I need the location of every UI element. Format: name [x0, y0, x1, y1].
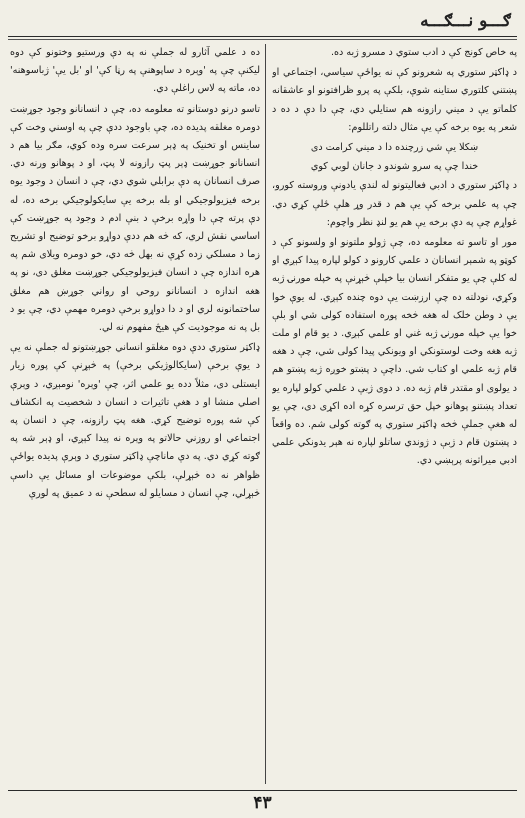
paragraph: د ډاکټر ستوري په شعرونو کې نه يواځې سياسي، اجتماعي او پښتني کلتوري ستاينه شوې، بلکې په پرو ظرافتونو او عاشقانه کلماتو يې د ميني رازونه هم ستايلي دي، چې دا دې د ده د شعر په يوه برخه کې يې مثال دلته راتللوم: [272, 67, 517, 133]
paragraph: په خاص کونج کې د ادب ستوي د مسرو ژبه ده. [330, 47, 517, 58]
left-column [10, 44, 260, 784]
magazine-logo: ګـــو نـــګـــه [420, 11, 511, 31]
page-number: ۴۳ [253, 793, 272, 813]
poem-verse: ښکلا يې شي زرچنده دا د ميني کرامت دی [310, 142, 479, 154]
paragraph: ده د علمي آثارو له جملې نه په دې ورستيو وختونو کې دوه ليکنې چې په 'وېره د ساپوهنې په رڼا کې' او 'بل يې' ژباسوهنه' ده، ماته په لاس راغلې دي. [10, 47, 260, 95]
poem-verse: خندا چې په سرو شوندو د جانان لوبي کوي [310, 161, 479, 173]
column-divider [265, 44, 266, 784]
footer-rule [8, 790, 517, 791]
right-column [272, 44, 517, 784]
paragraph: ډاکټر ستوري ددې دوه مغلقو انساني جوړښتونو له جملې نه يې د يوې برخې (سايکالوژيکي برخې) په څېړنې کې پوره زيار ايستلی دی، مثلاً دده يو علمي اثر، چې 'وېره' نومېږي، د وېرې اصلي منشا او د هغې تاثيرات د انسان د شخصيت په انکشاف کې شه پوره توضيح کړي. هغه پټ رازونه، چې د انسان په اجتماعي او روزني حالاتو په وېره نه پيدا کېږي، او ډېر شه په ګوته کړي دي. په دې ماناچې ډاکټر ستوري د وېرې پديده يواځې ظواهر نه ده څېړلې، بلکې موضوعات او مسائل يې داسې څېړلي، چې انسان د مسايلو له سطحې نه د عميق په لورې [10, 342, 260, 499]
paragraph: مور او تاسو ته معلومه ده، چې ژولو ملتونو او ولسونو کې د کوټو په شمېر انسانان د علمي کارونو د کولو لپاره پيدا کېږي او له کلې چې يو متفکر انسان بيا خپلې څېړنې په خپله مورنۍ ژبه وکړي، نودلته ده چې ارزښت يې دوه چنده کېږي. له يوې خوا يې د وطن خلک له هغه څخه پوره استفاده کولی شي او بلې خوا يې خپله مورنۍ ژبه غني او علمي کېږي. د يو قام او ملت ژبه هغه وخت لوستونکي او ويونکي پيدا کولی شي، چې د هغه قام ژبه علمي او کتاب شي. داچې د پښتو خوږه ژبه پښتو هم د يولوی او مقتدر قام ژبه ده. د دوی ژبې د علمي کولو لپاره يو تعداد پښتنو پوهانو خپل حق ترسره کړه اده اکړی دی، چې يو له هغې جملې څخه ډاکټر ستوري په ګوته کولی شم. ده واقعاً د پښتون قام د ژبې د ژوندي ساتلو لپاره نه هېر يدونکي علمي ادبي ميراثونه پرېښي دي. [272, 237, 517, 467]
page-header [8, 6, 517, 37]
paragraph: د ډاکټر ستوري د ادبي فعاليتونو له لندې يادونې وروسته کورو، چې په علمي برخه کې يې هم د قدر وړ هلې ځلې کړي دي. غواړم چې په دې برخه يې هم يو لنډ نظر واچوم: [272, 180, 517, 228]
paragraph: تاسو درنو دوستانو ته معلومه ده، چې د انسانانو وجود جوړښت دومره مغلقه پديده ده، چې باوجود ددې چې په اوسني وخت کې ساينس او تخنيک په ډېر سرعت سره وده کوي، مګر بيا هم د انسانانو جوړښت ډېر پټ رازونه لا پټ، او د پوهانو ورنه دي. صرف انسانان په دې برابلي شوي دي، چې د انسان د وجود يوه برخه فيزيولوجيکي او بله برخه يې سايکولوجيکي برخه ده، له دې پرته چې دا واړه برخې د بنې ادم د وجود په جوړښت کې اساسي نقش لري، که څه هم ددې دواړو برخو توضيح او تشريح زما د مسلکي زده کړې نه بهل څه دي، خو دومره ويلای شم په هره اندازه چې د انسان فيزيولوجيکي جوړښت مغلق دی، نو په هغه اندازه د انسانانو روحي او رواني جوړښ هم مغلق ساختمانونه لري او د دا دواړو برخې دومره مهمې دي، چې يو د بل په نه موجوديت کې هيڅ مفهوم نه لي. [10, 103, 260, 334]
header-rule [8, 39, 517, 40]
